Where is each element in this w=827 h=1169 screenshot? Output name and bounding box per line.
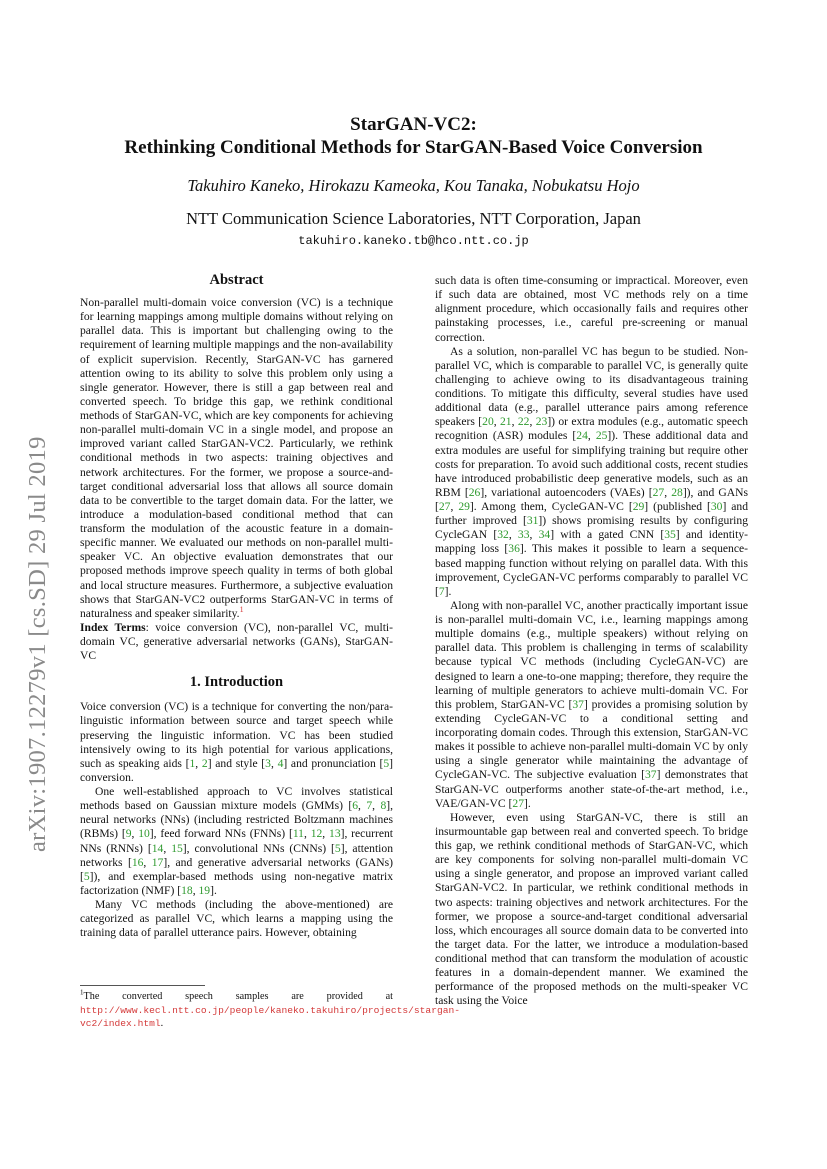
paragraph-text: ,	[195, 756, 202, 770]
citation-link[interactable]: 29	[632, 500, 645, 513]
citation-link[interactable]: 31	[526, 514, 539, 528]
citation-link[interactable]: 27	[512, 796, 524, 810]
citation-link[interactable]: 5	[83, 869, 90, 883]
right-paragraph-3	[435, 599, 748, 811]
citation-link[interactable]: 15	[171, 841, 183, 855]
paragraph-text: ]). These additional data and extra modules are useful for simplifying training but require other costs for preparation. To avoid such additional costs, recent studies have introduced probabilistic deep generative models, such as an RBM [	[435, 429, 748, 499]
citation-link[interactable]: 20	[482, 415, 494, 429]
paragraph-text: ]) shows promising results by configuring CycleGAN [	[435, 514, 748, 542]
paragraph-text: ]), and GANs [	[435, 485, 748, 513]
citation-link[interactable]: 30	[710, 500, 723, 513]
citation-link[interactable]: 10	[138, 827, 150, 841]
paragraph-text: such data is often time-consuming or impractical. Moreover, even if such data are obtained, most VC methods rely on a time alignment procedure, which occasionally fails and requires other painstaking processes, i.e., careful pre-screening or manual correction.	[435, 274, 748, 344]
citation-link[interactable]: 25	[595, 429, 608, 443]
paragraph-text: ], attention networks [	[80, 841, 393, 869]
right-paragraph-2	[435, 345, 748, 599]
paragraph-text: ,	[270, 756, 278, 770]
citation-link[interactable]: 18	[181, 883, 193, 897]
author-list: Takuhiro Kaneko, Hirokazu Kameoka, Kou Tanaka, Nobukatsu Hojo	[187, 176, 640, 195]
citation-link[interactable]: 5	[334, 841, 341, 855]
paragraph-text: ]. Among them, CycleGAN-VC [	[469, 500, 633, 513]
intro-paragraph-1	[80, 700, 393, 785]
citation-link[interactable]: 34	[538, 528, 551, 542]
paragraph-text: As a solution, non-parallel VC has begun to be studied. Non-parallel VC, which is comparable to parallel VC, is generally quite challenging to achieve owing to its disadvantageous training conditions. To mitigate this difficulty, several studies have used additional data (e.g., parallel utterance pairs among reference speakers [	[435, 344, 748, 429]
paragraph-text: ] with a gated CNN [	[550, 528, 665, 542]
citation-link[interactable]: 24	[576, 429, 588, 443]
paragraph-text: ], convolutional NNs (CNNs) [	[182, 841, 335, 855]
citation-link[interactable]: 21	[500, 415, 512, 429]
paragraph-text: ].	[444, 584, 452, 598]
paragraph-text: ,	[450, 500, 459, 513]
footnote-marker[interactable]: 1	[239, 604, 244, 614]
citation-link[interactable]: 37	[572, 697, 584, 711]
citation-link[interactable]: 13	[329, 827, 341, 841]
paragraph-text: ] provides a promising solution by extending CycleGAN-VC to a conditional setting and incorporating domain codes. Through this extension, StarGAN-VC makes it possible to achieve non-parallel multi-domain VC by only using a single generator while maintaining the advantage of CycleGAN-VC. The subjective evaluation [	[435, 697, 748, 782]
citation-link[interactable]: 22	[517, 415, 530, 429]
paragraph-text: ] conversion.	[80, 756, 393, 784]
paragraph-text: ]. This makes it possible to learn a sequence-based mapping function without relying on parallel data. With this improvement, CycleGAN-VC performs comparably to parallel VC [	[435, 542, 748, 598]
citation-link[interactable]: 16	[131, 855, 144, 869]
paragraph-text: However, even using StarGAN-VC, there is still an insurmountable gap between real and converted speech. To bridge this gap, we rethink conditional methods of StarGAN-VC, which are key components for solving non-parallel multi-domain VC using a single generator, and propose an improved variant called StarGAN-VC2. In particular, we rethink conditional methods in two aspects: training objectives and network architectures. For the former, we propose a source-and-target conditional adversarial loss, which encourages all source domain data to be converted into the target data. For the latter, we introduce a modulation-based conditional method that can transform the modulation of acoustic features in a domain-dependent manner. We examined the performance of the proposed methods on the multi-speaker VC task using the Voice	[435, 810, 748, 1008]
citation-link[interactable]: 3	[265, 756, 271, 770]
citation-link[interactable]: 32	[497, 528, 509, 542]
right-column	[435, 274, 748, 1009]
paragraph-text: ] demonstrates that StarGAN-VC outperforms another state-of-the-art method, i.e., VAE/GAN-VC [	[435, 768, 748, 810]
paragraph-text: ,	[358, 799, 367, 813]
paragraph-text: ,	[322, 827, 330, 841]
paragraph-text: ] and style [	[207, 756, 266, 770]
paragraph-text: ], feed forward NNs (FNNs) [	[149, 827, 293, 841]
paper-title-line1: StarGAN-VC2:	[350, 114, 477, 135]
citation-link[interactable]: 1	[189, 756, 196, 770]
citation-link[interactable]: 36	[508, 542, 520, 556]
paragraph-text: One well-established approach to VC involves statistical methods based on Gaussian mixture models (GMMs) [	[80, 785, 393, 813]
paragraph-text: ].	[210, 883, 217, 897]
arxiv-identifier[interactable]: arXiv:1907.12279v1 [cs.SD] 29 Jul 2019	[24, 436, 51, 852]
paragraph-text: ] and identity-mapping loss [	[435, 528, 749, 556]
citation-link[interactable]: 17	[151, 855, 164, 869]
citation-link[interactable]: 7	[438, 584, 445, 598]
citation-link[interactable]: 37	[644, 768, 657, 782]
paragraph-text: ], and generative adversarial networks (GANs) [	[80, 855, 394, 883]
paragraph-text: ]) or extra modules (e.g., automatic speech recognition (ASR) modules [	[435, 415, 749, 443]
citation-link[interactable]: 35	[664, 528, 676, 542]
citation-link[interactable]: 9	[125, 827, 132, 841]
abstract-text: Non-parallel multi-domain voice conversion (VC) is a technique for learning mappings among multiple domains without relying on parallel data. This is important but challenging owing to the requirement of learning multiple mappings and the non-availability of explicit supervision. Recently, StarGAN-VC has garnered attention owing to its ability to solve this problem only using a single generator. However, there is still a gap between real and converted speech. To bridge this gap, we rethink conditional methods of StarGAN-VC, which are key components for achieving non-parallel multi-domain VC in a single model, and propose an improved variant called StarGAN-VC2. Particularly, we rethink conditional methods in two aspects: training objectives and network architectures. For the former, we propose a source-and-target conditional adversarial loss that allows all source domain data to be convertible to the target domain data. For the latter, we introduce a modulation-based conditional method that can transform the modulation of the acoustic feature in a domain-specific manner. We evaluated our methods on non-parallel multi-speaker VC. An objective evaluation demonstrates that our proposed methods improve speech quality in terms of both global and local structure measures. Furthermore, a subjective evaluation shows that StarGAN-VC2 outperforms StarGAN-VC in terms of naturalness and speaker similarity.	[80, 296, 393, 620]
right-paragraph-4	[435, 811, 748, 1009]
paragraph-text: ].	[524, 796, 531, 810]
citation-link[interactable]: 33	[517, 528, 530, 542]
intro-paragraph-2	[80, 785, 393, 898]
citation-link[interactable]: 6	[352, 799, 359, 813]
arxiv-sidebar	[20, 372, 56, 852]
right-paragraph-1	[435, 274, 748, 345]
paragraph-text: ], neural networks (NNs) (including restricted Boltzmann machines (RBMs) [	[80, 799, 394, 841]
paragraph-text: ], variational autoencoders (VAEs) [	[480, 485, 653, 499]
affiliation: NTT Communication Science Laboratories, NTT Corporation, Japan	[186, 209, 641, 228]
paragraph-text: ,	[511, 415, 518, 429]
paragraph-text: ] and further improved [	[435, 500, 749, 528]
citation-link[interactable]: 5	[383, 756, 390, 770]
paragraph-text: ], recurrent NNs (RNNs) [	[80, 827, 394, 855]
footnote-number: 1	[80, 988, 84, 997]
footnote-divider	[80, 985, 205, 986]
paragraph-text: ,	[587, 429, 596, 443]
paragraph-text: ,	[664, 485, 672, 499]
paper-title-line2: Rethinking Conditional Methods for StarGAN-Based Voice Conversion	[124, 137, 703, 158]
index-terms	[80, 621, 393, 663]
paragraph-text: ,	[529, 528, 539, 542]
paragraph-text: ,	[303, 827, 311, 841]
citation-link[interactable]: 27	[652, 485, 665, 499]
citation-link[interactable]: 23	[535, 415, 548, 429]
citation-link[interactable]: 28	[671, 485, 683, 499]
citation-link[interactable]: 11	[292, 827, 304, 841]
citation-link[interactable]: 7	[366, 799, 373, 813]
paragraph-text: ] and pronunciation [	[283, 756, 384, 770]
citation-link[interactable]: 27	[438, 500, 451, 513]
footnote-text: The converted speech samples are provided at	[83, 991, 393, 1002]
intro-paragraph-3	[80, 898, 393, 940]
citation-link[interactable]: 14	[151, 841, 164, 855]
abstract-heading: Abstract	[209, 272, 264, 288]
index-terms-label: Index Terms	[80, 620, 146, 634]
index-terms-text: : voice conversion (VC), non-parallel VC, multi-domain VC, generative adversarial networks (GANs), StarGAN-VC	[80, 620, 393, 663]
paragraph-text: ,	[508, 528, 518, 542]
citation-link[interactable]: 4	[277, 756, 284, 770]
intro-heading: 1. Introduction	[189, 674, 284, 691]
paragraph-text: Along with non-parallel VC, another practically important issue is non-parallel multi-domain VC, i.e., learning mappings among multiple domains (e.g., multiple speakers) without relying on parallel data. This problem is challenging in terms of scalability because typical VC methods (including CycleGAN-VC) are designed to learn a one-to-one mapping; therefore, they require the learning of multiple generators to achieve multi-domain VC. For this problem, StarGAN-VC [	[435, 598, 748, 711]
citation-link[interactable]: 19	[198, 883, 211, 897]
paragraph-text: ,	[372, 799, 381, 813]
citation-link[interactable]: 2	[201, 756, 208, 770]
paragraph-text: ,	[163, 841, 172, 855]
paragraph-text: Voice conversion (VC) is a technique for converting the non/para-linguistic information between source and target speech while preserving the linguistic information. VC has been studied intensively owing to its high potential for various applications, such as speaking aids [	[80, 700, 393, 770]
contact-email[interactable]: takuhiro.kaneko.tb@hco.ntt.co.jp	[298, 234, 529, 248]
footnote-url-link[interactable]: http://www.kecl.ntt.co.jp/people/kaneko.takuhiro/projects/stargan-vc2/index.html	[80, 1004, 460, 1029]
footnote	[80, 988, 460, 1031]
citation-link[interactable]: 26	[468, 485, 481, 499]
citation-link[interactable]: 8	[380, 799, 387, 813]
paragraph-text: ,	[143, 855, 152, 869]
paragraph-text: ] (published [	[644, 500, 711, 513]
abstract-paragraph	[80, 296, 393, 621]
paragraph-text: ,	[131, 827, 139, 841]
footnote-end: .	[160, 1018, 164, 1029]
paragraph-text: ,	[493, 415, 500, 429]
citation-link[interactable]: 29	[458, 500, 470, 513]
paragraph-text: ]), and exemplar-based methods using non-negative matrix factorization (NMF) [	[80, 869, 393, 897]
paragraph-text: ,	[529, 415, 536, 429]
citation-link[interactable]: 12	[310, 827, 323, 841]
paragraph-text: Many VC methods (including the above-mentioned) are categorized as parallel VC, which learns a mapping using the training data of parallel utterance pairs. However, obtaining	[80, 898, 393, 940]
paragraph-text: ,	[192, 883, 199, 897]
left-column	[80, 296, 393, 940]
